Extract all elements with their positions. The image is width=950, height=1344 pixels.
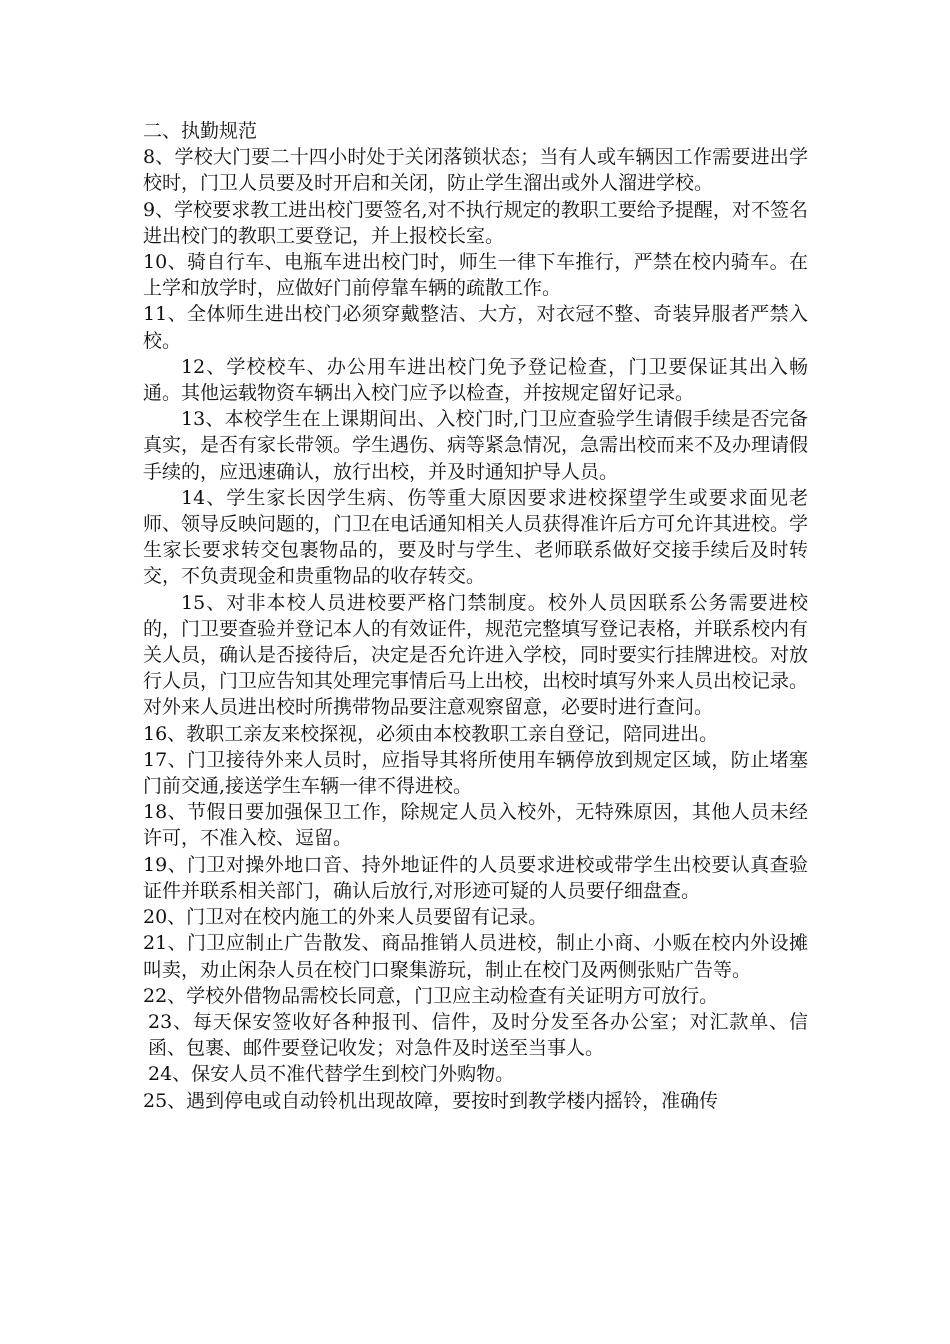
- paragraph-25: 25、遇到停电或自动铃机出现故障，要按时到教学楼内摇铃，准确传: [143, 1089, 719, 1112]
- paragraph-19: 19、门卫对操外地口音、持外地证件的人员要求进校或带学生出校要认真查验证件并联系相关部门，确认后放行,对形迹可疑的人员要仔细盘查。: [143, 853, 808, 902]
- paragraph-23: 23、每天保安签收好各种报刊、信件，及时分发至各办公室；对汇款单、信函、包裹、邮件要登记收发；对急件及时送至当事人。: [148, 1010, 808, 1060]
- paragraph-16: 16、教职工亲友来校探视，必须由本校教职工亲自登记，陪同进出。: [143, 722, 719, 745]
- paragraph-14: 14、学生家长因学生病、伤等重大原因要求进校探望学生或要求面见老师、领导反映问题的，门卫在电话通知相关人员获得准许后方可允许其进校。学生家长要求转交包裹物品的，要及时与学生、老师联系做好交接手续后及时转交，不负责现金和贵重物品的收存转交。: [143, 486, 809, 588]
- paragraph-10: 10、骑自行车、电瓶车进出校门时，师生一律下车推行，严禁在校内骑车。在上学和放学时，应做好门前停靠车辆的疏散工作。: [143, 251, 808, 300]
- document-body: [143, 118, 808, 1114]
- paragraph-24: 24、保安人员不准代替学生到校门外购物。: [148, 1063, 515, 1086]
- paragraph-18: 18、节假日要加强保卫工作，除规定人员入校外，无特殊原因，其他人员未经许可，不准入校、逗留。: [143, 801, 808, 850]
- paragraph-21: 21、门卫应制止广告散发、商品推销人员进校，制止小商、小贩在校内外设摊叫卖，劝止闲杂人员在校门口聚集游玩，制止在校门及两侧张贴广告等。: [143, 932, 808, 981]
- paragraph-17: 17、门卫接待外来人员时，应指导其将所使用车辆停放到规定区域，防止堵塞门前交通,接送学生车辆一律不得进校。: [143, 748, 808, 798]
- section-heading: 二、执勤规范: [143, 120, 258, 142]
- paragraph-11: 11、全体师生进出校门必须穿戴整洁、大方，对衣冠不整、奇装异服者严禁入校。: [143, 303, 808, 352]
- paragraph-12: 12、学校校车、办公用车进出校门免予登记检查，门卫要保证其出入畅通。其他运载物资车辆出入校门应予以检查，并按规定留好记录。: [143, 355, 808, 405]
- paragraph-22: 22、学校外借物品需校长同意，门卫应主动检查有关证明方可放行。: [143, 984, 719, 1007]
- paragraph-9: 9、学校要求教工进出校门要签名,对不执行规定的教职工要给予提醒，对不签名进出校门的教职工要登记，并上报校长室。: [143, 198, 808, 247]
- paragraph-13: 13、本校学生在上课期间出、入校门时,门卫应查验学生请假手续是否完备真实，是否有家长带领。学生遇伤、病等紧急情况，急需出校而来不及办理请假手续的，应迅速确认，放行出校，并及时通知护导人员。: [143, 408, 809, 483]
- paragraph-15: 15、对非本校人员进校要严格门禁制度。校外人员因联系公务需要进校的，门卫要查验并登记本人的有效证件，规范完整填写登记表格，并联系校内有关人员，确认是否接待后，决定是否允许进入学校，同时要实行挂牌进校。对放行人员，门卫应告知其处理完事情后马上出校，出校时填写外来人员出校记录。对外来人员进出校时所携带物品要注意观察留意，必要时进行查问。: [143, 591, 809, 719]
- paragraph-8: 8、学校大门要二十四小时处于关闭落锁状态；当有人或车辆因工作需要进出学校时，门卫人员要及时开启和关闭，防止学生溜出或外人溜进学校。: [143, 146, 808, 195]
- paragraph-20: 20、门卫对在校内施工的外来人员要留有记录。: [143, 906, 548, 929]
